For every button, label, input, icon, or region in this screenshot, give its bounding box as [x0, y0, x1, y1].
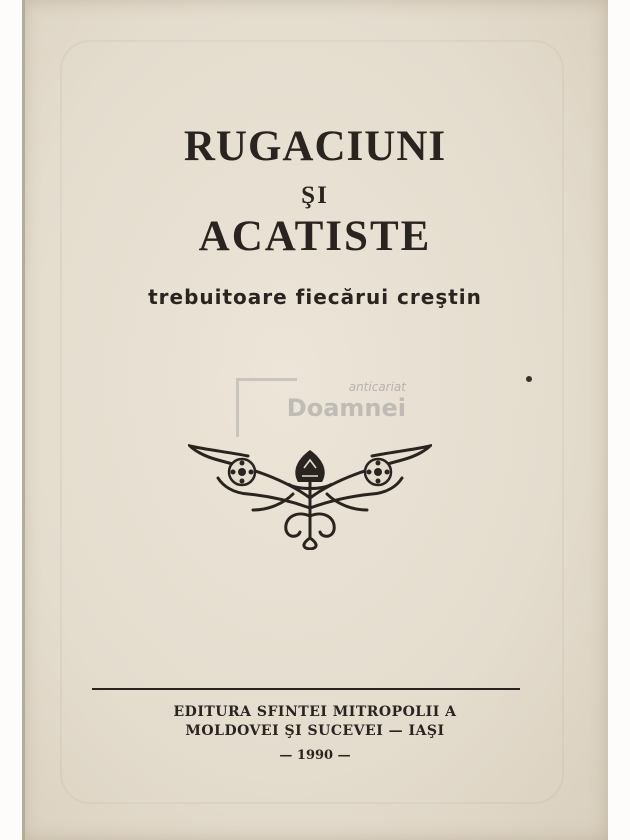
subtitle: trebuitoare fiecărui creştin: [148, 285, 482, 309]
floral-ornament-icon: [188, 438, 432, 550]
watermark-small-text: anticariat: [348, 380, 406, 394]
title-line-2: ŞI: [301, 182, 329, 209]
title-line-1: RUGACIUNI: [183, 123, 447, 170]
ink-speck: [526, 376, 532, 382]
title-line-3: ACATISTE: [198, 213, 432, 260]
watermark: [236, 376, 411, 436]
publisher-line-1: EDITURA SFINTEI MITROPOLII A: [173, 704, 457, 720]
publisher-line-2: MOLDOVEI ŞI SUCEVEI — IAŞI: [185, 723, 445, 739]
publication-year: — 1990 —: [279, 748, 351, 763]
watermark-big-text: Doamnei: [286, 394, 406, 422]
divider-rule: [92, 688, 520, 690]
